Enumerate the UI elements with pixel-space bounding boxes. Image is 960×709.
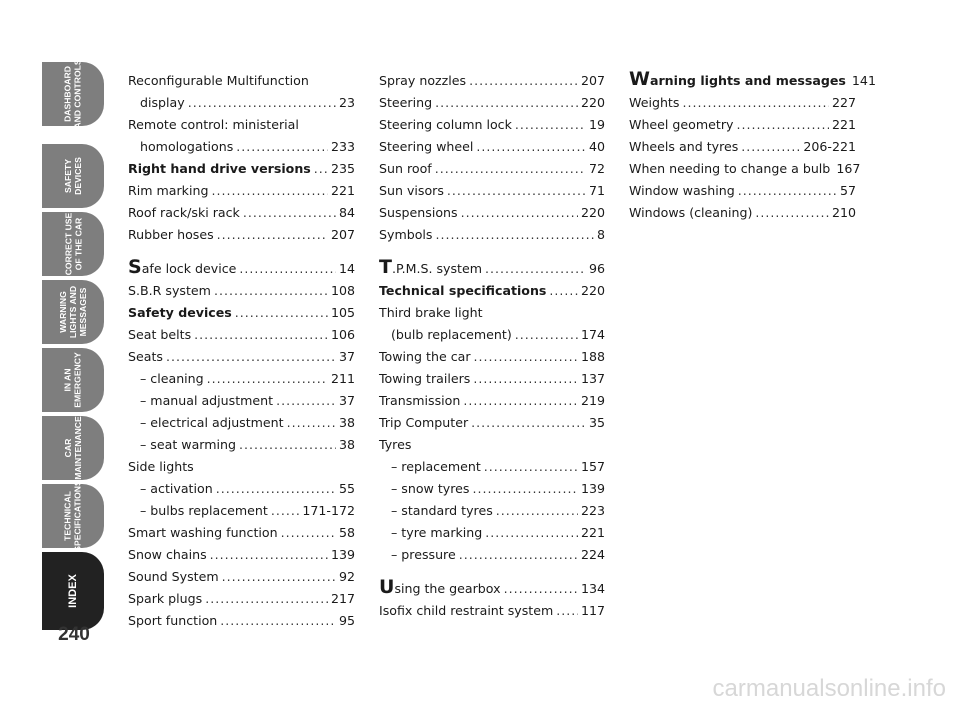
index-subentry: – cleaning ..... 211 — [128, 368, 355, 390]
index-entry: Safety devices ..... 105 — [128, 302, 355, 324]
tab-label: DASHBOARD AND CONTROLS — [63, 59, 84, 129]
page-number: 240 — [58, 624, 90, 645]
index-entry: When needing to change a bulb 167 — [629, 161, 861, 176]
section-letter: S — [128, 256, 142, 278]
index-entry: Isofix child restraint system ..... 117 — [379, 600, 605, 622]
index-entry: Seat belts ..... 106 — [128, 324, 355, 346]
tab-dashboard-and-controls[interactable] — [42, 59, 104, 129]
index-entry: (bulb replacement) ..... 174 — [379, 324, 605, 346]
index-entry-term: Side lights — [128, 459, 194, 474]
index-entry: Spark plugs ..... 217 — [128, 588, 355, 610]
index-entry: Rubber hoses ..... 207 — [128, 224, 355, 246]
index-entry: Right hand drive versions ..... 235 — [128, 158, 355, 180]
index-entry: Technical specifications ..... 220 — [379, 280, 605, 302]
index-entry: Sport function ..... 95 — [128, 610, 355, 632]
index-subentry: – standard tyres ..... 223 — [379, 500, 605, 522]
index-entry: Symbols ..... 8 — [379, 224, 605, 246]
tab-in-an-emergency[interactable] — [42, 348, 104, 412]
index-entry-term: Third brake light — [379, 305, 483, 320]
index-entry: Sun visors ..... 71 — [379, 180, 605, 202]
index-column-1 — [128, 70, 355, 632]
index-entry: Towing the car ..... 188 — [379, 346, 605, 368]
index-entry: S.B.R system ..... 108 — [128, 280, 355, 302]
index-entry: Steering column lock ..... 19 — [379, 114, 605, 136]
index-entry: Towing trailers ..... 137 — [379, 368, 605, 390]
tab-index[interactable] — [42, 552, 104, 630]
index-entry-term: Reconfigurable Multifunction — [128, 73, 309, 88]
index-entry: Weights ..... 227 — [629, 92, 856, 114]
index-entry: Wheel geometry ..... 221 — [629, 114, 856, 136]
tab-label: CAR MAINTENANCE — [63, 416, 83, 480]
index-subentry: – snow tyres ..... 139 — [379, 478, 605, 500]
index-section-s: Safe lock device ..... 14 — [128, 258, 355, 280]
section-letter: U — [379, 576, 395, 598]
index-column-3 — [629, 68, 876, 224]
index-subentry: – seat warming ..... 38 — [128, 434, 355, 456]
tab-label: SAFETY DEVICES — [62, 157, 83, 195]
index-entry: Wheels and tyres ..... 206-221 — [629, 136, 856, 158]
index-entry: Steering wheel ..... 40 — [379, 136, 605, 158]
index-subentry: – replacement ..... 157 — [379, 456, 605, 478]
index-entry: Sun roof ..... 72 — [379, 158, 605, 180]
tab-warning-lights[interactable] — [42, 280, 104, 344]
index-section-w: Warning lights and messages 141 — [629, 68, 876, 90]
index-entry: Snow chains ..... 139 — [128, 544, 355, 566]
index-entry-term: Remote control: ministerial — [128, 117, 299, 132]
index-entry: Window washing ..... 57 — [629, 180, 856, 202]
index-subentry: – activation ..... 55 — [128, 478, 355, 500]
index-entry: Smart washing function ..... 58 — [128, 522, 355, 544]
tab-correct-use[interactable] — [42, 212, 104, 276]
tab-car-maintenance[interactable] — [42, 416, 104, 480]
index-subentry: – electrical adjustment ..... 38 — [128, 412, 355, 434]
index-entry: Transmission ..... 219 — [379, 390, 605, 412]
index-entry: Windows (cleaning) ..... 210 — [629, 202, 856, 224]
index-column-2 — [379, 70, 605, 622]
index-section-u: Using the gearbox ..... 134 — [379, 578, 605, 600]
section-letter: W — [629, 68, 650, 90]
watermark: carmanualsonline.info — [712, 675, 946, 702]
tab-label: CORRECT USE OF THE CAR — [63, 212, 83, 276]
tab-label: IN AN EMERGENCY — [62, 352, 83, 408]
index-entry: Rim marking ..... 221 — [128, 180, 355, 202]
index-entry: Seats ..... 37 — [128, 346, 355, 368]
index-entry: Trip Computer ..... 35 — [379, 412, 605, 434]
tab-label: TECHNICAL SPECIFICATIONS — [63, 480, 83, 552]
index-subentry: – manual adjustment ..... 37 — [128, 390, 355, 412]
index-subentry: – pressure ..... 224 — [379, 544, 605, 566]
index-section-t: T.P.M.S. system ..... 96 — [379, 258, 605, 280]
index-entry: display ..... 23 — [128, 92, 355, 114]
index-subentry: – bulbs replacement ..... 171-172 — [128, 500, 355, 522]
tab-technical-specifications[interactable] — [42, 480, 104, 552]
index-entry: Steering ..... 220 — [379, 92, 605, 114]
index-entry: homologations ..... 233 — [128, 136, 355, 158]
tab-label: WARNING LIGHTS AND MESSAGES — [57, 285, 88, 339]
section-letter: T — [379, 256, 392, 278]
tab-label: INDEX — [67, 574, 79, 608]
index-entry-term: Tyres — [379, 437, 412, 452]
index-entry: Sound System ..... 92 — [128, 566, 355, 588]
index-entry: Suspensions ..... 220 — [379, 202, 605, 224]
tab-safety-devices[interactable] — [42, 144, 104, 208]
index-subentry: – tyre marking ..... 221 — [379, 522, 605, 544]
index-entry: Spray nozzles ..... 207 — [379, 70, 605, 92]
index-entry: Roof rack/ski rack ..... 84 — [128, 202, 355, 224]
